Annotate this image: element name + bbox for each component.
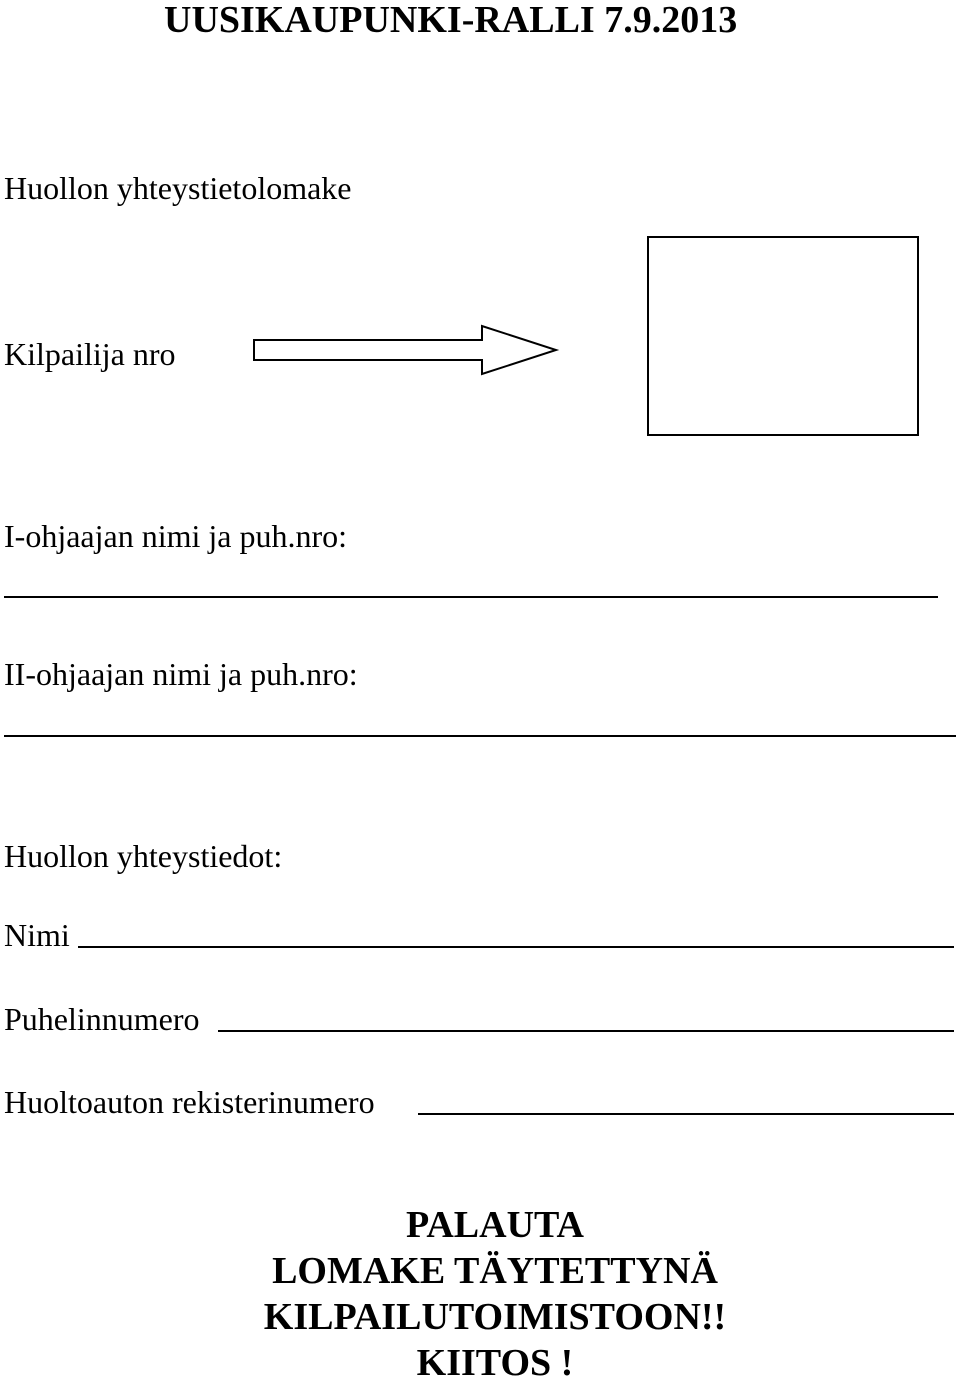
competitor-number-box[interactable]	[647, 236, 919, 436]
service-name-input-line[interactable]	[78, 946, 954, 948]
service-phone-input-line[interactable]	[218, 1030, 954, 1032]
right-arrow-icon	[250, 322, 562, 378]
competitor-number-label: Kilpailija nro	[4, 336, 176, 372]
service-plate-label: Huoltoauton rekisterinumero	[4, 1084, 375, 1120]
footer-line-1: PALAUTA	[405, 1204, 585, 1246]
page-title: UUSIKAUPUNKI-RALLI 7.9.2013	[164, 0, 738, 41]
service-name-label: Nimi	[4, 917, 70, 953]
footer-line-3: KILPAILUTOIMISTOON!!	[263, 1296, 727, 1338]
driver1-input-line[interactable]	[4, 596, 938, 598]
footer-line-2: LOMAKE TÄYTETTYNÄ	[272, 1250, 718, 1292]
footer-line-4: KIITOS !	[416, 1342, 574, 1384]
form-title: Huollon yhteystietolomake	[4, 170, 352, 206]
return-instructions	[200, 1202, 790, 1386]
service-heading: Huollon yhteystiedot:	[4, 838, 283, 874]
driver1-label: I-ohjaajan nimi ja puh.nro:	[4, 518, 348, 554]
driver2-label: II-ohjaajan nimi ja puh.nro:	[4, 656, 358, 692]
service-plate-input-line[interactable]	[418, 1113, 954, 1115]
driver2-input-line[interactable]	[4, 735, 956, 737]
service-phone-label: Puhelinnumero	[4, 1001, 200, 1037]
